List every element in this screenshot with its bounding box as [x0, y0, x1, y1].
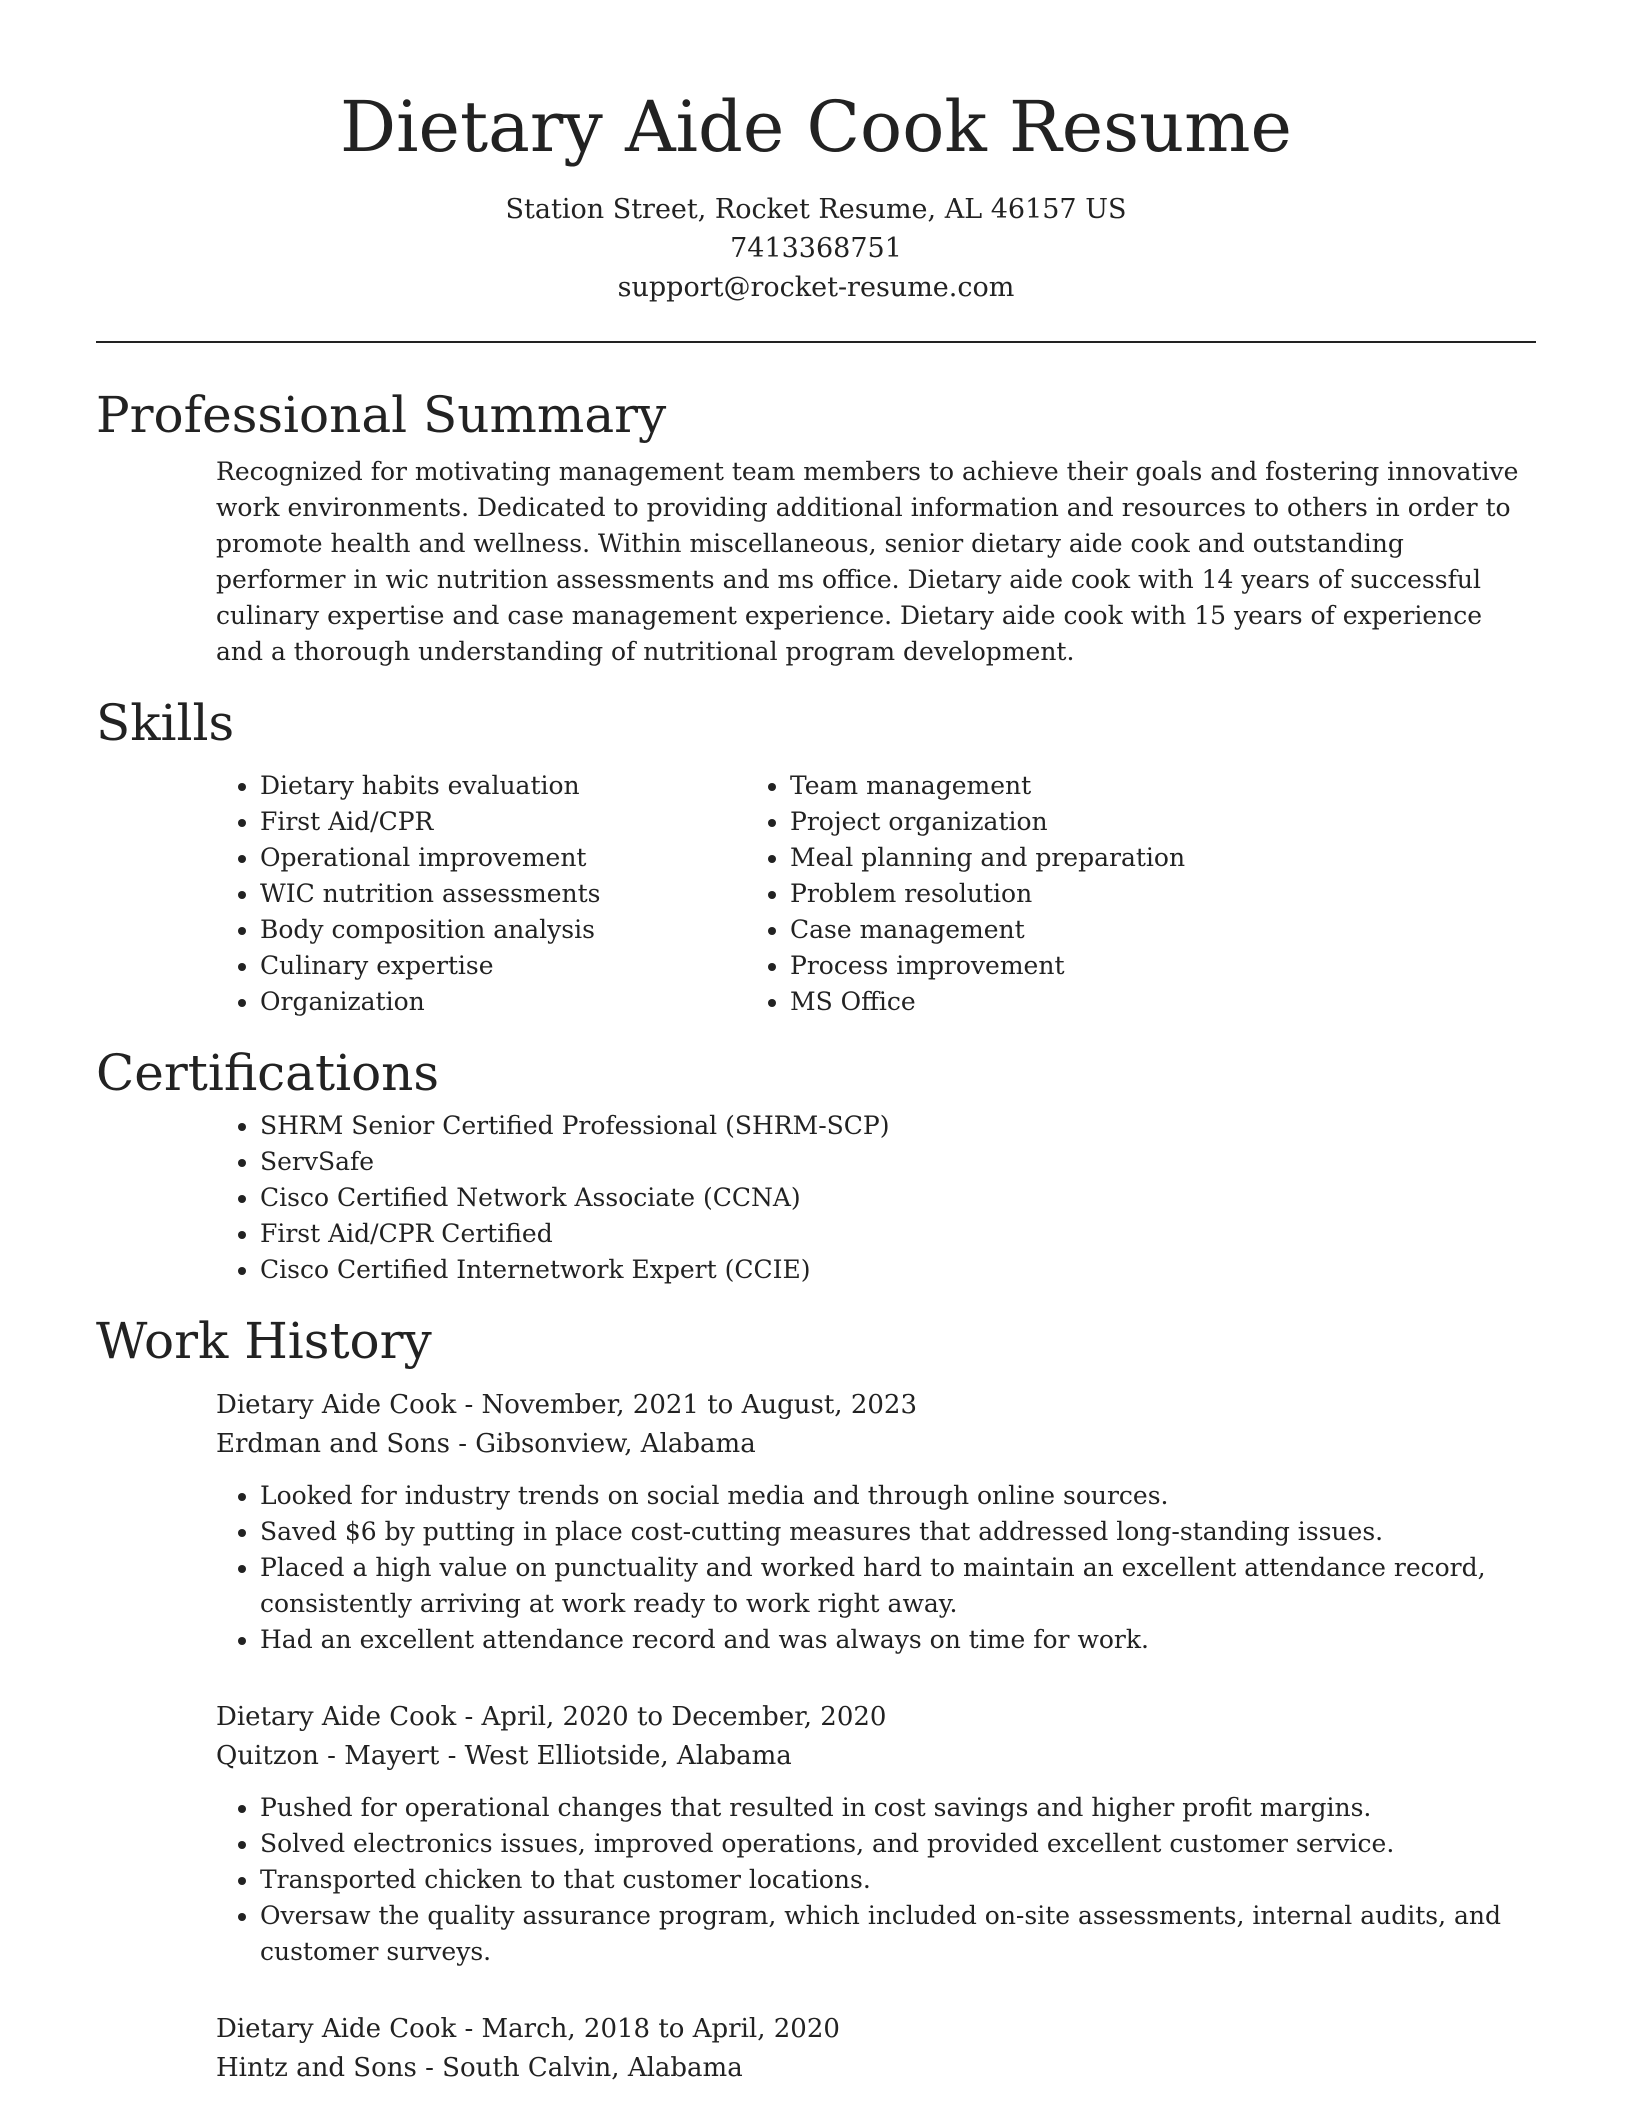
- job-title-line: Dietary Aide Cook - April, 2020 to December, 2020: [216, 1702, 887, 1732]
- job-bullet: • Saved $6 by putting in place cost-cutting measures that addressed long-standing issues.: [260, 1514, 1552, 1550]
- skill-item: • Dietary habits evaluation: [260, 768, 746, 804]
- skill-item: • Meal planning and preparation: [790, 840, 1185, 876]
- certifications-heading: Certifications: [96, 1044, 440, 1102]
- skill-item: • Team management: [790, 768, 1185, 804]
- skill-item: • Case management: [790, 912, 1185, 948]
- skills-list-right: [746, 768, 1185, 1020]
- skill-item: • MS Office: [790, 984, 1185, 1020]
- skill-item: • Organization: [260, 984, 746, 1020]
- skill-item: • Project organization: [790, 804, 1185, 840]
- resume-content: [96, 380, 1536, 2088]
- job-bullet: • Oversaw the quality assurance program, which included on-site assessments, internal audits, and customer surveys.: [260, 1898, 1552, 1970]
- job-bullets: [216, 1790, 1552, 1970]
- job-company-line: Erdman and Sons - Gibsonview, Alabama: [216, 1429, 756, 1459]
- skill-item: • WIC nutrition assessments: [260, 876, 746, 912]
- work-history-heading: Work History: [96, 1312, 432, 1370]
- resume-title: Dietary Aide Cook Resume: [340, 86, 1292, 168]
- job-bullet: • Transported chicken to that customer locations.: [260, 1862, 1552, 1898]
- email-text: support@rocket-resume.com: [617, 272, 1015, 303]
- skill-item: • Operational improvement: [260, 840, 746, 876]
- certifications-list: [96, 1108, 1536, 1288]
- certification-item: • SHRM Senior Certified Professional (SHRM-SCP): [260, 1108, 1536, 1144]
- address-text: Station Street, Rocket Resume, AL 46157 US: [505, 194, 1127, 225]
- summary-heading: Professional Summary: [96, 386, 667, 444]
- job-title-line: Dietary Aide Cook - March, 2018 to April, 2020: [216, 2014, 840, 2044]
- job-entry: [216, 1386, 1536, 1658]
- job-bullet: • Solved electronics issues, improved operations, and provided excellent customer service.: [260, 1826, 1552, 1862]
- phone-text: 7413368751: [730, 233, 902, 264]
- certification-item: • Cisco Certified Network Associate (CCNA): [260, 1180, 1536, 1216]
- job-bullet: • Placed a high value on punctuality and worked hard to maintain an excellent attendance record, consistently arriving at work ready to work right away.: [260, 1550, 1552, 1622]
- certification-item: • ServSafe: [260, 1144, 1536, 1180]
- job-title-line: Dietary Aide Cook - November, 2021 to August, 2023: [216, 1390, 917, 1420]
- skill-item: • Process improvement: [790, 948, 1185, 984]
- job-bullet: • Pushed for operational changes that resulted in cost savings and higher profit margins.: [260, 1790, 1552, 1826]
- job-bullet: • Had an excellent attendance record and was always on time for work.: [260, 1622, 1552, 1658]
- summary-text: Recognized for motivating management team members to achieve their goals and fostering innovative work environments. Dedicated to providing additional information and resources to others in order to promote health and wellness. Within miscellaneous, senior dietary aide cook and outstanding performer in wic nutrition assessments and ms office. Dietary aide cook with 14 years of successful culinary expertise and case management experience. Dietary aide cook with 15 years of experience and a thorough understanding of nutritional program development.: [216, 457, 1519, 666]
- skill-item: • First Aid/CPR: [260, 804, 746, 840]
- job-entry: [216, 2010, 1536, 2088]
- job-company-line: Quitzon - Mayert - West Elliotside, Alabama: [216, 1741, 792, 1771]
- skill-item: • Body composition analysis: [260, 912, 746, 948]
- skills-columns: [96, 768, 1536, 1020]
- job-bullet: • Looked for industry trends on social media and through online sources.: [260, 1478, 1552, 1514]
- job-entry: [216, 1698, 1536, 1970]
- certification-item: • Cisco Certified Internetwork Expert (CCIE): [260, 1252, 1536, 1288]
- skill-item: • Problem resolution: [790, 876, 1185, 912]
- skill-item: • Culinary expertise: [260, 948, 746, 984]
- job-bullets: [216, 1478, 1552, 1658]
- skills-heading: Skills: [96, 694, 235, 752]
- skills-list-left: [96, 768, 746, 1020]
- header-divider: [96, 341, 1536, 343]
- job-company-line: Hintz and Sons - South Calvin, Alabama: [216, 2053, 743, 2083]
- certification-item: • First Aid/CPR Certified: [260, 1216, 1536, 1252]
- contact-block: [0, 190, 1632, 307]
